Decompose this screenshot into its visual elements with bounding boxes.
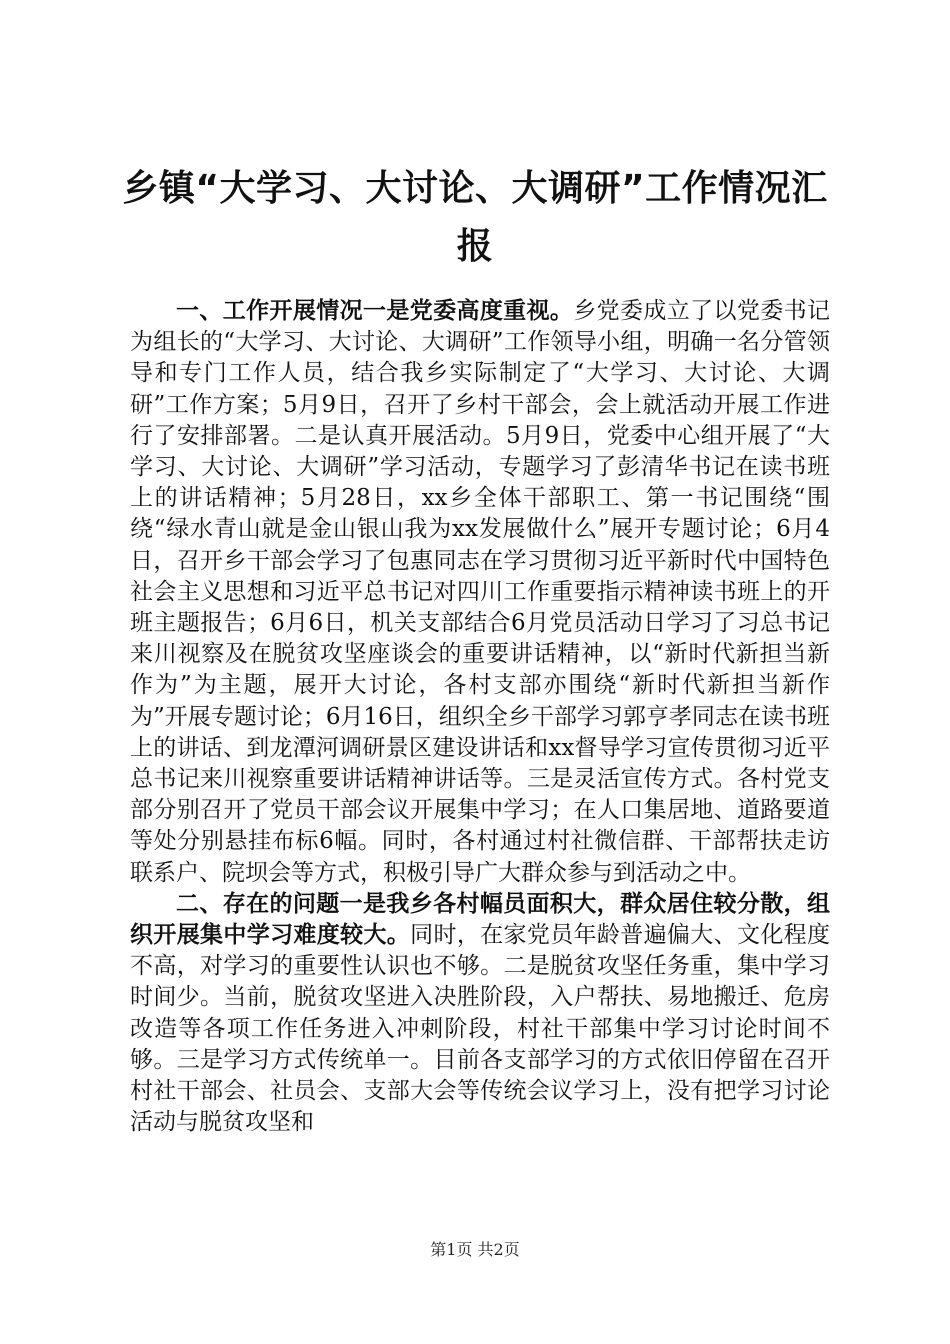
document-title: 乡镇“大学习、大讨论、大调研”工作情况汇报 (122, 168, 828, 267)
paragraph-lead: 二、存在的问题一是我乡各村幅员面积大，群众居住较分散，组织开展集中学习难度较大。 (130, 890, 830, 949)
paragraph-text: 乡党委成立了以党委书记为组长的“大学习、大讨论、大调研”工作领导小组，明确一名分管领导和专门工作人员，结合我乡实际制定了“大学习、大讨论、大调研”工作方案；5月9日，召开了乡村干部会，会上就活动开展工作进行了安排部署。二是认真开展活动。5月9日，党委中心组开展了“大学习、大讨论、大调研”学习活动，专题学习了彭清华书记在读书班上的讲话精神；5月28日，xx乡全体干部职工、第一书记围绕“围绕“绿水青山就是金山银山我为xx发展做什么”展开专题讨论；6月4日，召开乡干部会学习了包惠同志在学习贯彻习近平新时代中国特色社会主义思想和习近平总书记对四川工作重要指示精神读书班上的开班主题报告；6月6日，机关支部结合6月党员活动日学习了习总书记来川视察及在脱贫攻坚座谈会的重要讲话精神，以“新时代新担当新作为”为主题，展开大讨论，各村支部亦围绕“新时代新担当新作为”开展专题讨论；6月16日，组织全乡干部学习郭亨孝同志在读书班上的讲话、到龙潭河调研景区建设讲话和xx督导学习宣传贯彻习近平总书记来川视察重要讲话精神讲话等。三是灵活宣传方式。各村党支部分别召开了党员干部会议开展集中学习；在人口集居地、道路要道等处分别悬挂布标6幅。同时，各村通过村社微信群、干部帮扶走访联系户、院坝会等方式，积极引导广大群众参与到活动之中。 (130, 298, 831, 886)
paragraph-problems (130, 889, 830, 1139)
page-footer: 第1页 共2页 (430, 1240, 520, 1259)
paragraph-lead: 一、工作开展情况一是党委高度重视。 (176, 298, 574, 324)
document-body (130, 296, 830, 1138)
paragraph-text: 同时，在家党员年龄普遍偏大、文化程度不高，对学习的重要性认识也不够。二是脱贫攻坚任务重，集中学习时间少。当前，脱贫攻坚进入决胜阶段，入户帮扶、易地搬迁、危房改造等各项工作任务进入冲刺阶段，村社干部集中学习讨论时间不够。三是学习方式传统单一。目前各支部学习的方式依旧停留在召开村社干部会、社员会、支部大会等传统会议学习上，没有把学习讨论活动与脱贫攻坚和 (130, 922, 831, 1136)
paragraph-work-progress (130, 296, 830, 889)
